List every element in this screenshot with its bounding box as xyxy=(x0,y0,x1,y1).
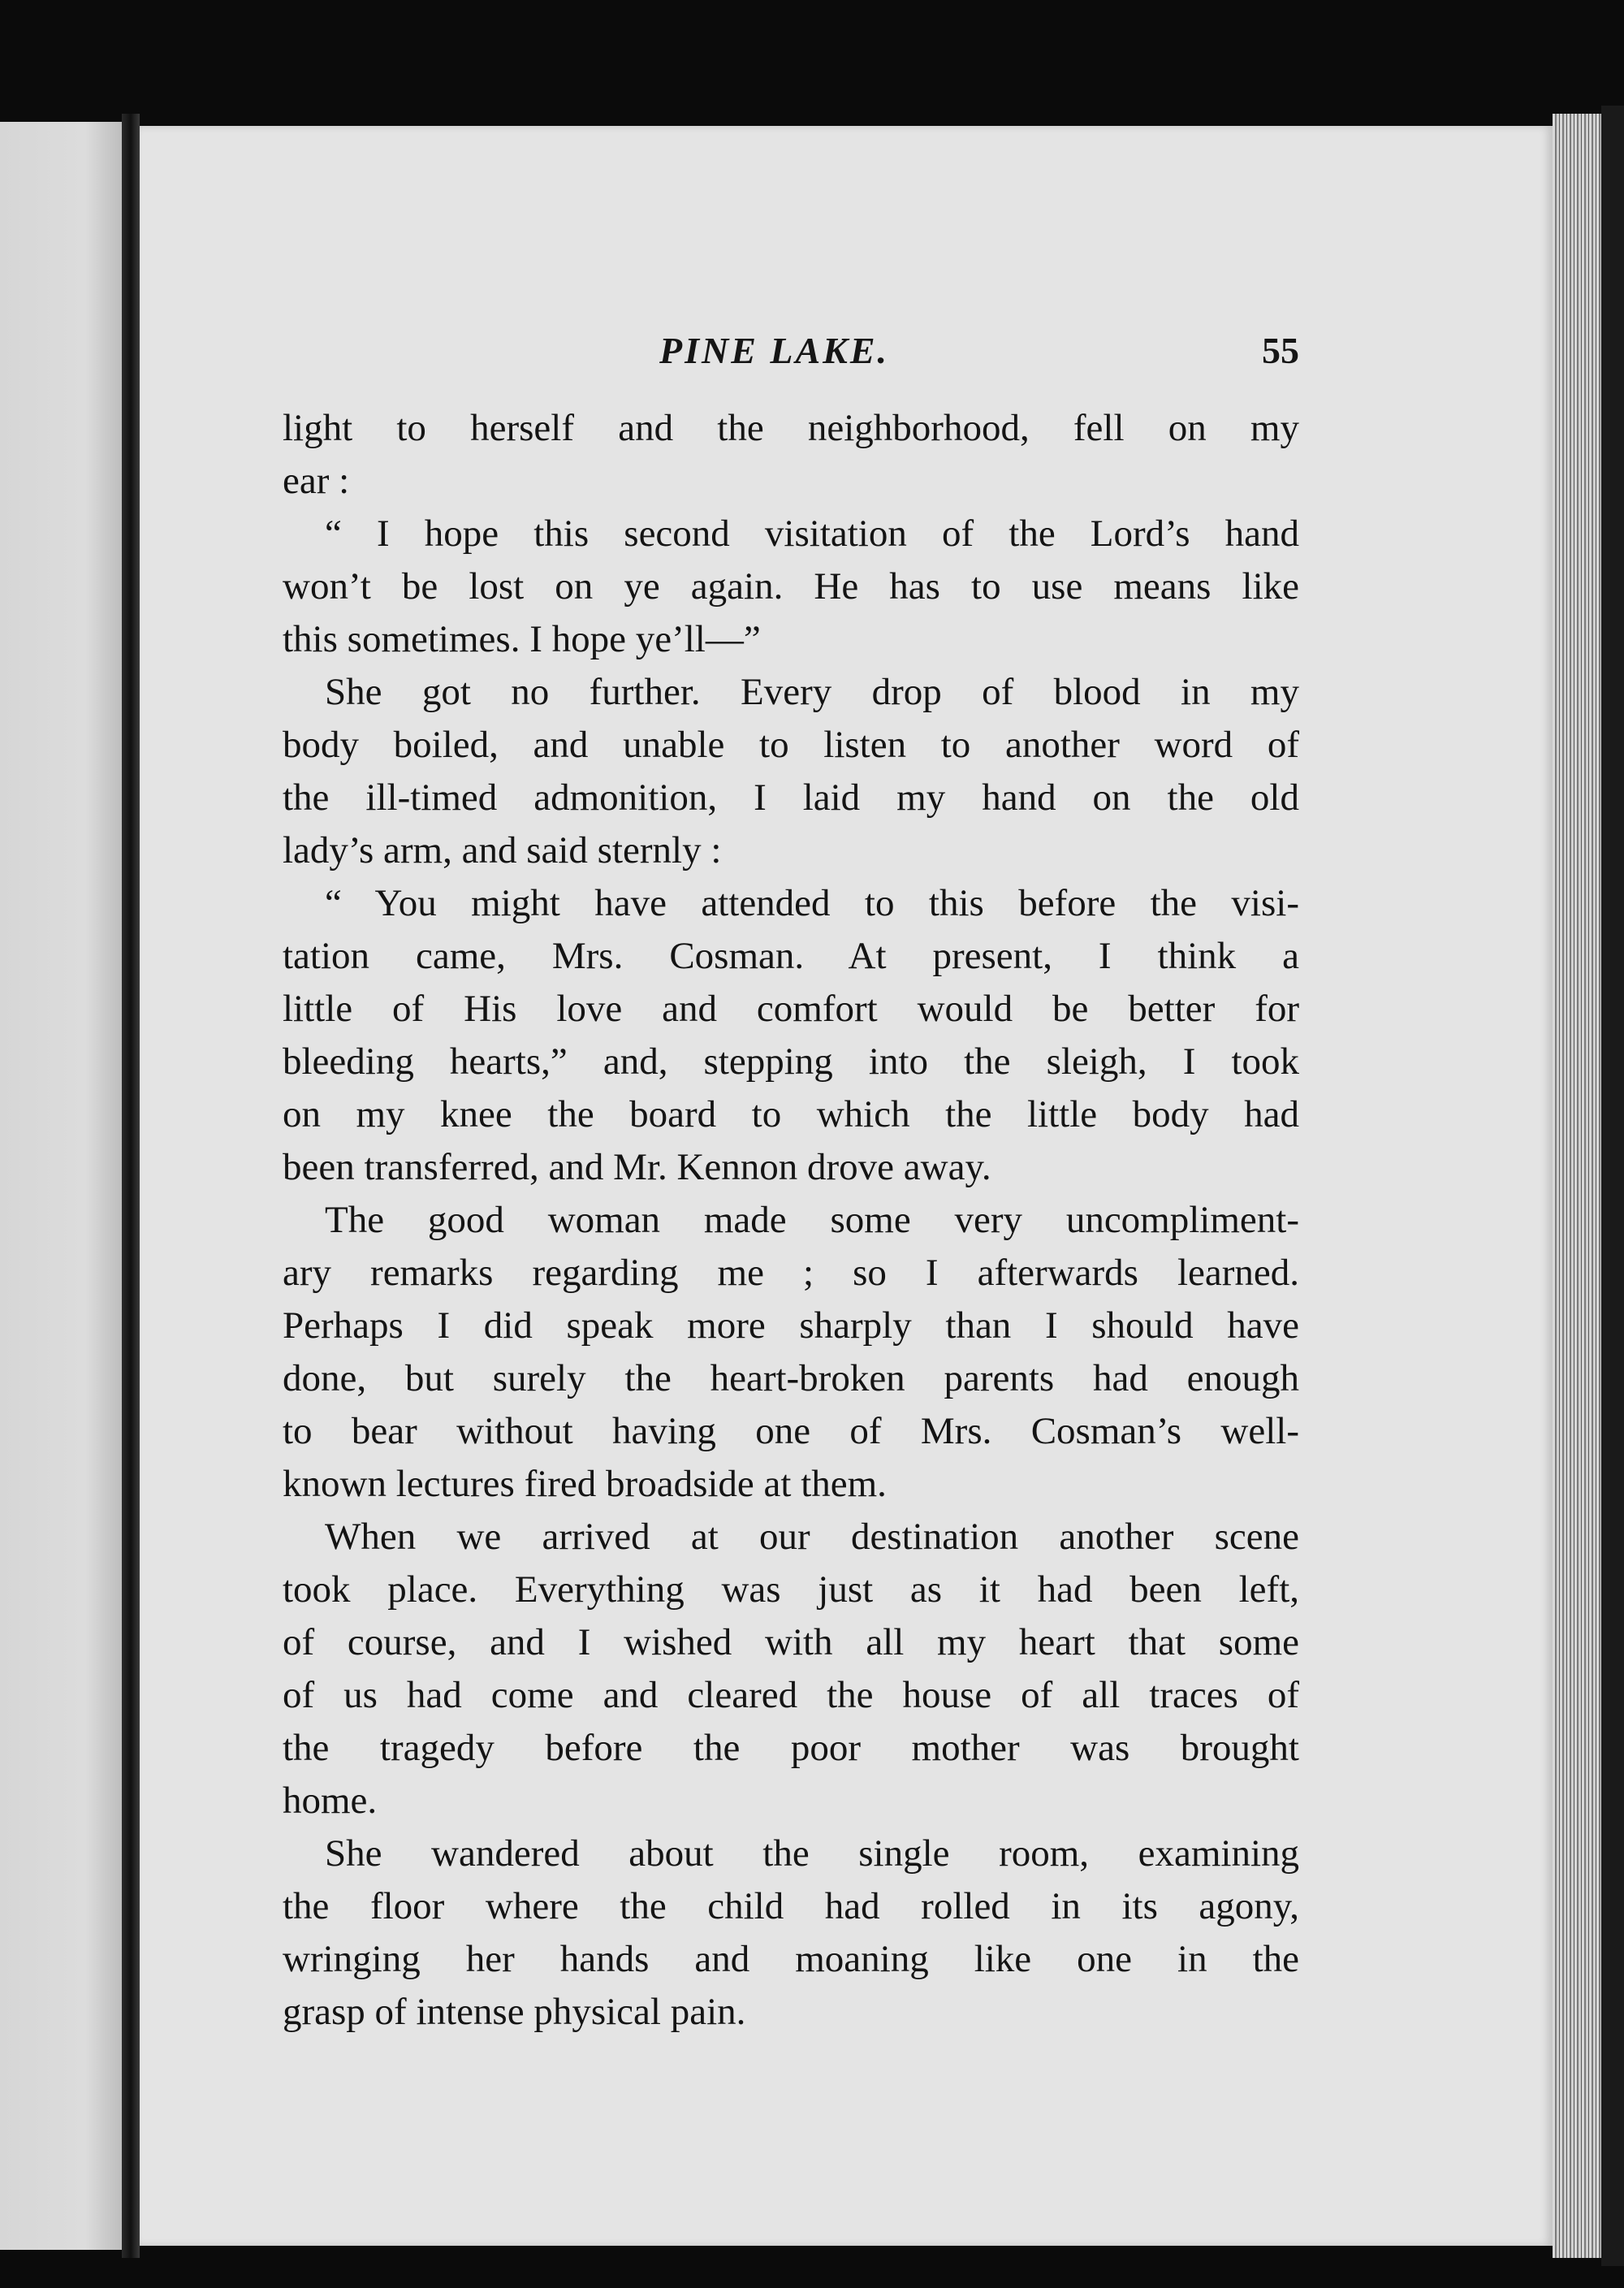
text-line: done, but surely the heart-broken parents had enough xyxy=(283,1357,1299,1399)
text-line: She wandered about the single room, examining xyxy=(325,1832,1299,1875)
text-line: lady’s arm, and said sternly : xyxy=(283,829,722,872)
text-line: to bear without having one of Mrs. Cosman’s well- xyxy=(283,1410,1299,1452)
text-line: “ You might have attended to this before the visi- xyxy=(325,882,1299,924)
book-cover-edge xyxy=(1601,106,1624,2266)
text-line: body boiled, and unable to listen to another word of xyxy=(283,724,1299,766)
text-line: When we arrived at our destination another scene xyxy=(325,1516,1299,1558)
page-number: 55 xyxy=(1262,330,1299,371)
text-line: She got no further. Every drop of blood in my xyxy=(325,671,1299,713)
paragraph xyxy=(283,1827,1299,2039)
text-line: little of His love and comfort would be better for xyxy=(283,988,1299,1030)
text-line: ear : xyxy=(283,460,350,502)
text-line: of us had come and cleared the house of all traces of xyxy=(283,1674,1299,1716)
running-title: PINE LAKE. xyxy=(659,330,890,371)
paragraph xyxy=(283,508,1299,666)
text-line: Perhaps I did speak more sharply than I should have xyxy=(283,1304,1299,1347)
text-line: won’t be lost on ye again. He has to use means like xyxy=(283,565,1299,608)
paragraph xyxy=(283,1511,1299,1827)
text-line: “ I hope this second visitation of the Lord’s hand xyxy=(325,513,1299,555)
text-line: bleeding hearts,” and, stepping into the sleigh, I took xyxy=(283,1040,1299,1083)
paragraph xyxy=(283,402,1299,508)
body-text xyxy=(283,402,1299,2039)
text-line: home. xyxy=(283,1780,378,1822)
text-line: the floor where the child had rolled in its agony, xyxy=(283,1885,1299,1927)
text-line: The good woman made some very uncompliment- xyxy=(325,1199,1299,1241)
paragraph xyxy=(283,1194,1299,1511)
book-gutter xyxy=(122,114,140,2258)
text-line: wringing her hands and moaning like one in the xyxy=(283,1938,1299,1980)
text-line: this sometimes. I hope ye’ll—” xyxy=(283,618,761,660)
paragraph xyxy=(283,877,1299,1194)
text-line: ary remarks regarding me ; so I afterwards learned. xyxy=(283,1252,1299,1294)
text-line: the ill-timed admonition, I laid my hand on the old xyxy=(283,776,1299,819)
text-line: on my knee the board to which the little body had xyxy=(283,1093,1299,1135)
text-line: of course, and I wished with all my heart that some xyxy=(283,1621,1299,1663)
text-line: known lectures fired broadside at them. xyxy=(283,1463,887,1505)
text-line: been transferred, and Mr. Kennon drove away. xyxy=(283,1146,991,1188)
text-line: the tragedy before the poor mother was brought xyxy=(283,1727,1299,1769)
text-line: tation came, Mrs. Cosman. At present, I think a xyxy=(283,935,1299,977)
text-line: light to herself and the neighborhood, fell on my xyxy=(283,407,1299,449)
paragraph xyxy=(283,666,1299,877)
text-line: grasp of intense physical pain. xyxy=(283,1991,746,2033)
facing-page-edge xyxy=(0,122,122,2250)
text-line: took place. Everything was just as it had been left, xyxy=(283,1568,1299,1611)
running-head xyxy=(140,321,1299,394)
page-stack-edges xyxy=(1553,114,1601,2258)
